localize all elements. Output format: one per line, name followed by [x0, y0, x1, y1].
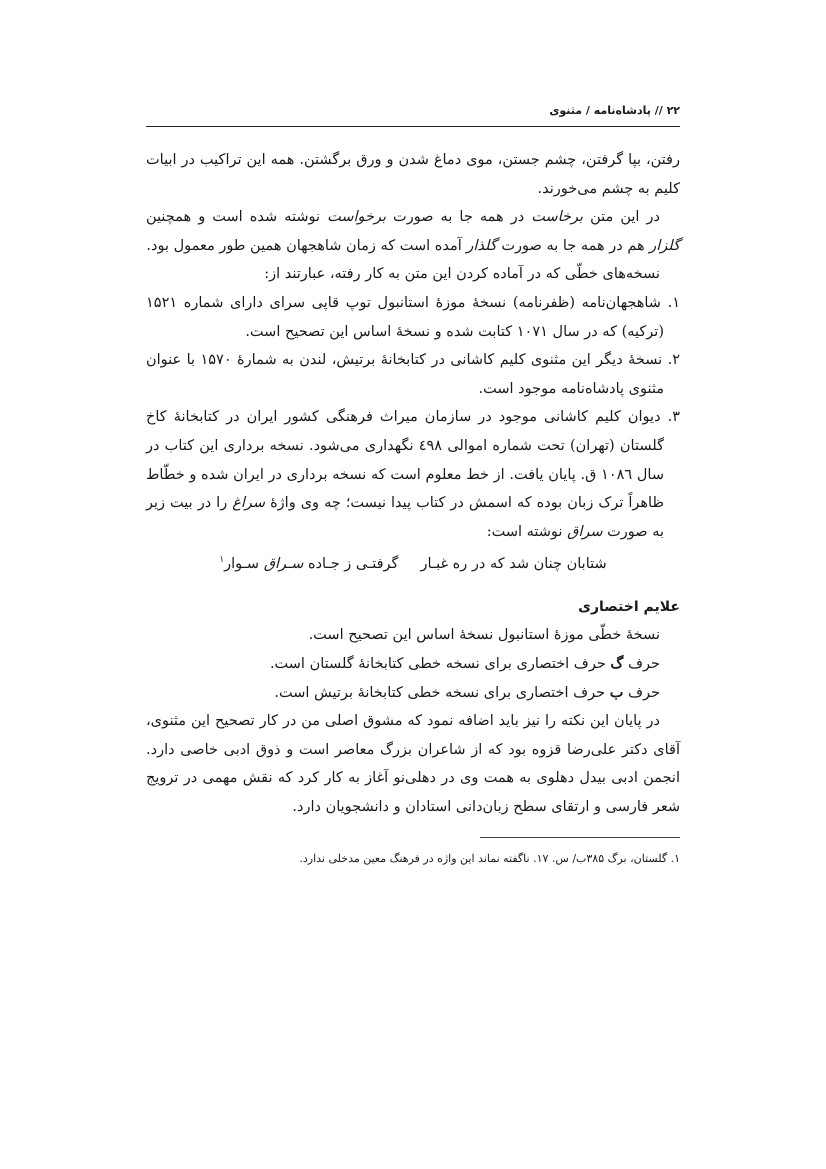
list-item: ۲. نسخهٔ دیگر این مثنوی کلیم کاشانی در کتابخانهٔ برتیش، لندن به شمارهٔ ۱۵۷۰ با عنوان مثنوی پادشاه‌نامه موجود است. [146, 352, 681, 397]
italic-term: گلزار [649, 237, 680, 254]
abbreviation-1: نسخهٔ خطّی موزهٔ استانبول نسخهٔ اساس این تصحیح است. [308, 627, 660, 644]
footnote: ۱. گلستان، برگ ۳۸۵ب/ س. ۱۷. ناگفته نماند این واژه در فرهنگ معین مدخلی ندارد. [299, 852, 680, 865]
section-title: علایم اختصاری [578, 598, 680, 615]
document-page [146, 0, 680, 1169]
page-header [146, 98, 680, 127]
italic-term: سراغ [232, 495, 266, 512]
abbreviation-3: حرف ب حرف اختصاری برای نسخه خطی کتابخانهٔ برتیش است. [274, 683, 660, 701]
hemistich-1: شتابان چنان شد که در ره غبـار [420, 556, 607, 573]
hemistich-2: گرفتـی ز جـاده سـراق سـوار$^۱$ [219, 555, 399, 573]
list-item: ۱. شاهجهان‌نامه (ظفرنامه) نسخهٔ موزهٔ استانبول توپ قاپی سرای دارای شماره ۱۵۲۱ (ترکیه) که در سال ۱۰۷۱ کتابت شده و نسخهٔ اساس این تصحیح است. [146, 294, 680, 340]
italic-term: برخواست [327, 209, 386, 226]
italic-term: گلذار [466, 237, 497, 254]
closing-paragraph: در پایان این نکته را نیز باید اضافه نمود که مشوق اصلی من در کار تصحیح این مثنوی، آقای دکتر علی‌رضا قزوه بود که از شاعران بزرگ معاصر است و ذوق ادبی خاصی دارد. انجمن ادبی بیدل دهلوی به همت وی در دهلی‌نو آغاز به کار کرد که نقش مهمی در ترویج شعر فارسی و ارتقای سطح زبان‌دانی استادان و دانشجویان دارد. [146, 713, 680, 815]
abbreviation-2: حرف گ حرف اختصاری برای نسخه خطی کتابخانهٔ گلستان است. [269, 654, 660, 672]
footnote-divider [480, 837, 680, 838]
paragraph-3: نسخه‌های خطّی که در آماده کردن این متن به کار رفته، عبارتند از: [264, 266, 660, 283]
running-head: ۲۲ // پادشاه‌نامه / مثنوی [549, 104, 680, 117]
main-text [146, 146, 680, 821]
list-item: ۳. دیوان کلیم کاشانی موجود در سازمان میراث فرهنگی کشور ایران در کتابخانهٔ کاخ گلستان (تهران) تحت شماره اموالی ٤٩٨ نگهداری می‌شود. نسخه برداری این کتاب در سال ١٠٨٦ ق. پایان یافت. از خط معلوم است که نسخه برداری در ایران شده و خطّاط ظاهراً ترک زبان بوده که اسمش در کتاب پیدا نیست؛ چه وی واژهٔ سراغ را در بیت زیر به صورت سراق نوشته است: [146, 409, 681, 540]
verse-line [146, 546, 680, 578]
paragraph-1: رفتن، بپا گرفتن، چشم جستن، موی دماغ شدن و ورق برگشتن. همه این تراکیب در ابیات کلیم به چشم می‌خورند. [146, 152, 680, 197]
footnote-marker: ۱ [219, 555, 225, 566]
paragraph-2: در این متن برخاست در همه جا به صورت برخواست نوشته شده است و همچنین گلزار هم در همه جا به صورت گلذار آمده است که زمان شاهجهان همین طور معمول بود. [146, 209, 680, 254]
italic-term: برخاست [531, 209, 584, 226]
italic-term: سراق [567, 523, 603, 540]
